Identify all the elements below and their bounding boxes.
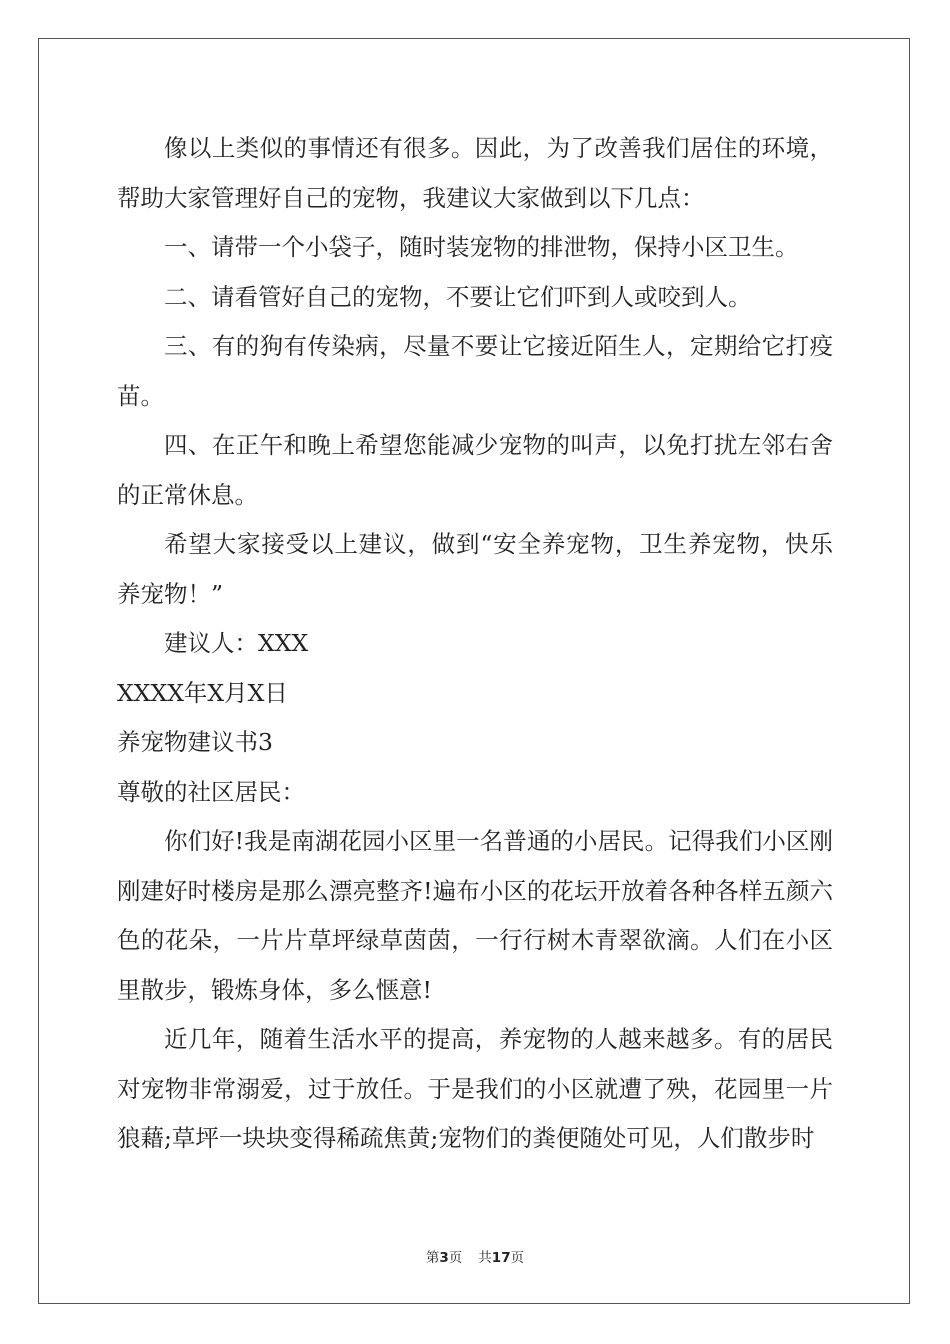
list-item: 一、请带一个小袋子，随时装宠物的排泄物，保持小区卫生。 — [164, 233, 799, 261]
page-prefix: 第 — [425, 1250, 440, 1266]
total-pages: 17 — [491, 1250, 511, 1266]
page-footer — [0, 1246, 950, 1266]
salutation: 尊敬的社区居民： — [117, 777, 305, 806]
paragraph: 希望大家接受以上建议，做到“安全养宠物，卫生养宠物，快乐养宠物！” — [117, 530, 833, 608]
list-item: 四、在正午和晚上希望您能减少宠物的叫声，以免打扰左邻右舍的正常休息。 — [117, 431, 833, 509]
total-suffix: 页 — [510, 1250, 525, 1266]
page-suffix: 页 — [448, 1250, 463, 1266]
list-item: 二、请看管好自己的宠物，不要让它们吓到人或咬到人。 — [164, 282, 752, 311]
section-title: 养宠物建议书3 — [117, 728, 273, 756]
total-prefix: 共 — [478, 1250, 492, 1266]
paragraph: 你们好!我是南湖花园小区里一名普通的小居民。记得我们小区刚刚建好时楼房是那么漂亮整齐!遍布小区的花坛开放着各种各样五颜六色的花朵，一片片草坪绿草茵茵，一行行树木青翠欲滴。人们在小区里散步，锻炼身体，多么惬意! — [117, 827, 833, 1004]
page-number: 3 — [439, 1250, 449, 1266]
paragraph: 近几年，随着生活水平的提高，养宠物的人越来越多。有的居民对宠物非常溺爱，过于放任。于是我们的小区就遭了殃，花园里一片狼藉;草坪一块块变得稀疏焦黄;宠物们的粪便随处可见，人们散步时 — [117, 1025, 833, 1152]
signature-line: 建议人：XXX — [164, 629, 309, 657]
document-body — [117, 124, 833, 1164]
paragraph: 像以上类似的事情还有很多。因此，为了改善我们居住的环境，帮助大家管理好自己的宠物，我建议大家做到以下几点： — [117, 134, 833, 212]
list-item: 三、有的狗有传染病，尽量不要让它接近陌生人，定期给它打疫苗。 — [117, 332, 833, 410]
date-line: XXXX年X月X日 — [117, 678, 288, 707]
